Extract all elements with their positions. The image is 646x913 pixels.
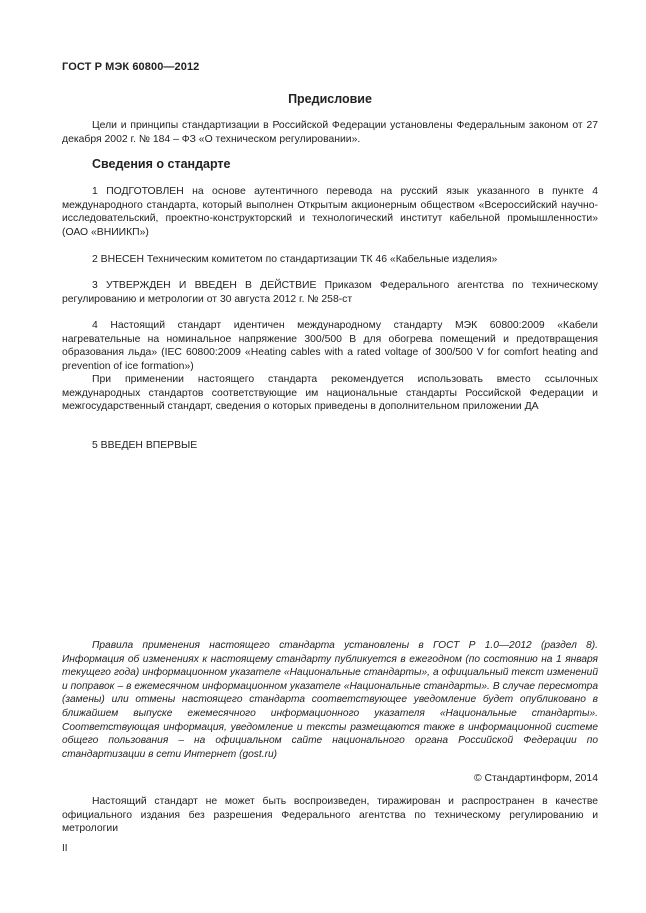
copyright-line: © Стандартинформ, 2014 (473, 773, 598, 784)
foreword-title: Предисловие (288, 92, 372, 106)
reproduction-notice: Настоящий стандарт не может быть воспроизведен, тиражирован и распространен в качестве официального издания без разрешения Федерального агентства по техническому регулированию и метрологии (62, 796, 598, 834)
info-item-3: 3 УТВЕРЖДЕН И ВВЕДЕН В ДЕЙСТВИЕ Приказом Федерального агентства по техническому регулированию и метрологии от 30 августа 2012 г. № 258-ст (62, 280, 598, 305)
info-item-1: 1 ПОДГОТОВЛЕН на основе аутентичного перевода на русский язык указанного в пункте 4 международного стандарта, который выполнен Открытым акционерным обществом «Всероссийский научно-исследовательский, проектно-конструкторский и технологический институт кабельной промышленности» (ОАО «ВНИИКП») (62, 186, 598, 238)
page-number: II (62, 843, 68, 854)
running-header: ГОСТ Р МЭК 60800—2012 (62, 61, 200, 73)
foreword-intro: Цели и принципы стандартизации в Российской Федерации установлены Федеральным законом от 27 декабря 2002 г. № 184 – ФЗ «О техническом регулировании». (62, 120, 598, 145)
info-item-5: 5 ВВЕДЕН ВПЕРВЫЕ (92, 440, 198, 451)
info-item-4-note: При применении настоящего стандарта рекомендуется использовать вместо ссылочных международных стандартов соответствующие им национальные стандарты Российской Федерации и межгосударственный стандарт, сведения о которых приведены в дополнительном приложении ДА (62, 374, 598, 412)
application-notice: Правила применения настоящего стандарта установлены в ГОСТ Р 1.0—2012 (раздел 8). Информация об изменениях к настоящему стандарту публикуется в ежегодном (по состоянию на 1 января текущего года) информационном указателе «Национальные стандарты», а официальный текст изменений и поправок – в ежемесячном информационном указателе «Национальные стандарты». В случае пересмотра (замены) или отмены настоящего стандарта соответствующее уведомление будет опубликовано в ближайшем выпуске ежемесячного информационного указателя «Национальные стандарты». Соответствующая информация, уведомление и тексты размещаются также в информационной системе общего пользования – на официальном сайте национального органа Российской Федерации по стандартизации в сети Интернет (gost.ru) (62, 640, 598, 760)
info-item-2: 2 ВНЕСЕН Техническим комитетом по стандартизации ТК 46 «Кабельные изделия» (92, 254, 498, 265)
info-item-4: 4 Настоящий стандарт идентичен международному стандарту МЭК 60800:2009 «Кабели нагревательные на номинальное напряжение 300/500 В для обогрева помещений и предотвращения образования льда» (IEC 60800:2009 «Heating cables with a rated voltage of 300/500 V for comfort heating and prevention of ice formation») (62, 320, 598, 372)
info-title: Сведения о стандарте (92, 157, 231, 171)
